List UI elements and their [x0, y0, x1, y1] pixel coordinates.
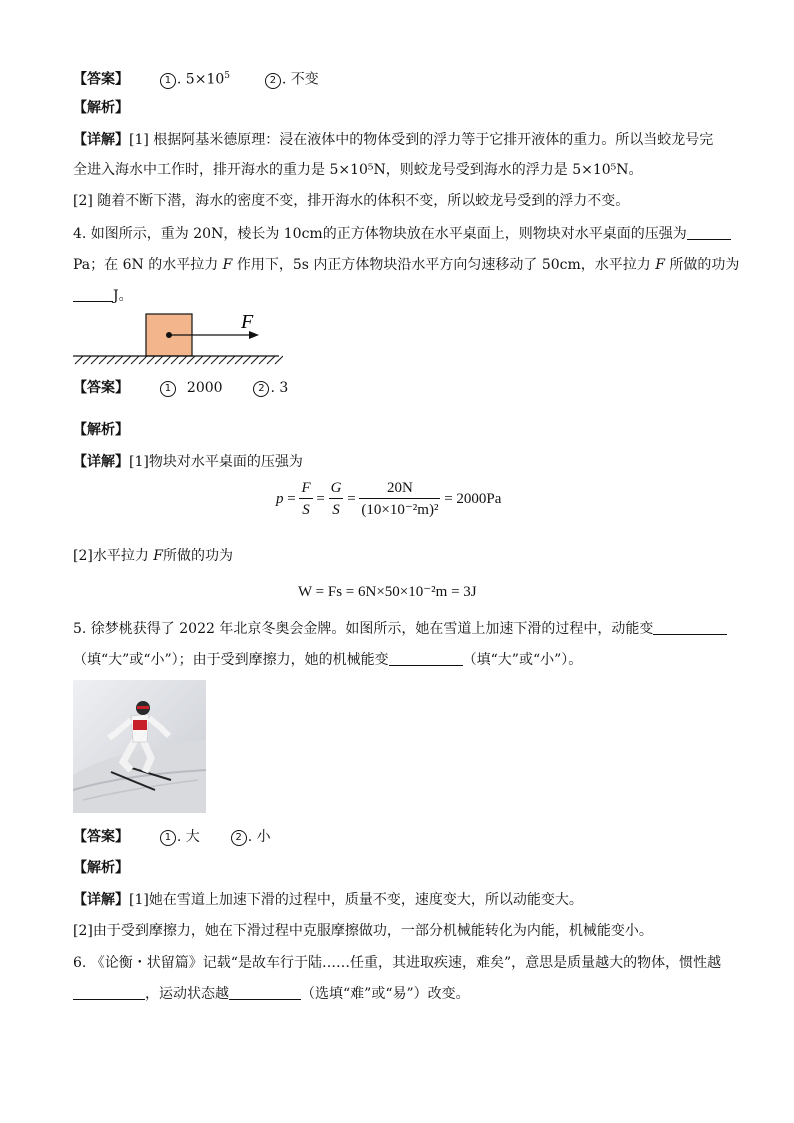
hatch-line: [179, 356, 187, 364]
hatch-line: [75, 356, 83, 364]
hatch-line: [187, 356, 195, 364]
force-label: F: [241, 311, 254, 333]
answer-2: . 3: [270, 380, 289, 396]
skier-photo: [73, 680, 206, 813]
hatch-line: [275, 356, 283, 364]
q4-detail-2: [2]水平拉力 F所做的功为: [73, 548, 233, 564]
answer-1: . 大: [176, 829, 200, 845]
hatch-line: [163, 356, 171, 364]
answer-1-exponent: 5: [224, 71, 230, 81]
q5-question-line2: （填“大”或“小”）；由于受到摩擦力，她的机械能变 （填“大”或“小”）。: [73, 652, 583, 668]
q6-question-line2: ，运动状态越 （选填“难”或“易”）改变。: [73, 984, 470, 1004]
q4-detail-1: 【详解】[1]物块对水平桌面的压强为: [73, 454, 303, 470]
q5-detail-1: 【详解】[1]她在雪道上加速下滑的过程中，质量不变，速度变大，所以动能变大。: [73, 892, 583, 908]
q3-detail-1b: 全进入海水中工作时，排开海水的重力是 5×10⁵N，则蛟龙号受到海水的浮力是 5×10⁵N。: [73, 162, 643, 178]
hatch-line: [171, 356, 179, 364]
q4-question-line3: J。: [73, 286, 133, 306]
q4-answer-line: 【答案】 1 2000 2 . 3: [73, 380, 289, 396]
hatch-line: [83, 356, 91, 364]
hatch-line: [91, 356, 99, 364]
circled-number: 2: [265, 73, 281, 89]
answer-1: . 5×10: [176, 71, 225, 88]
q4-question-line1: 4. 如图所示，重为 20N，棱长为 10cm的正方体物块放在水平桌面上，则物块对水平桌面的压强为: [73, 224, 731, 244]
hatch-line: [107, 356, 115, 364]
answer-2: . 小: [247, 829, 271, 845]
hatch-line: [219, 356, 227, 364]
hatch-line: [235, 356, 243, 364]
answer-2: . 不变: [281, 71, 319, 88]
answer-blank[interactable]: [73, 985, 145, 1000]
q4-question-line2: Pa；在 6N 的水平拉力 F 作用下，5s 内正方体物块沿水平方向匀速移动了 50cm，水平拉力 F 所做的功为: [73, 257, 740, 273]
table-hatching: [75, 356, 283, 364]
hatch-line: [251, 356, 259, 364]
hatch-line: [99, 356, 107, 364]
answer-blank[interactable]: [687, 225, 731, 240]
hatch-line: [267, 356, 275, 364]
hatch-line: [211, 356, 219, 364]
block-force-diagram: [73, 310, 283, 372]
q5-answer-line: 【答案】 1 . 大 2 . 小: [73, 829, 271, 845]
answer-blank[interactable]: [73, 287, 113, 302]
answer-tag: 【答案】: [73, 71, 129, 88]
answer-blank[interactable]: [389, 651, 463, 666]
analysis-heading: 【解析】: [73, 422, 129, 438]
q3-answer-line: [73, 66, 319, 90]
q5-question-line1: 5. 徐梦桃获得了 2022 年北京冬奥会金牌。如图所示，她在雪道上加速下滑的过程中，动能变: [73, 619, 727, 639]
hatch-line: [155, 356, 163, 364]
hatch-line: [259, 356, 267, 364]
hatch-line: [147, 356, 155, 364]
hatch-line: [131, 356, 139, 364]
hatch-line: [203, 356, 211, 364]
q5-detail-2: [2]由于受到摩擦力，她在下滑过程中克服摩擦做功，一部分机械能转化为内能，机械能变小。: [73, 923, 653, 939]
hatch-line: [123, 356, 131, 364]
hatch-line: [115, 356, 123, 364]
pressure-formula: p = $\frac{F}{S}$ = $\frac{G}{S}$ = $\frac{20N}{\text{(10×10⁻²m)²}}$ = 2000Pa: [276, 480, 502, 518]
analysis-heading: 【解析】: [73, 860, 129, 876]
analysis-heading: 【解析】: [73, 100, 129, 116]
q6-question-line1: 6. 《论衡・状留篇》记载“是故车行于陆……任重，其进取疾速，难矣”，意思是质量越大的物体，惯性越: [73, 955, 722, 971]
hatch-line: [139, 356, 147, 364]
hatch-line: [243, 356, 251, 364]
hatch-line: [227, 356, 235, 364]
answer-1: 2000: [186, 380, 223, 396]
q3-detail-2: [2] 随着不断下潜，海水的密度不变，排开海水的体积不变，所以蛟龙号受到的浮力不变。: [73, 193, 630, 209]
circled-number: 1: [160, 73, 176, 89]
answer-blank[interactable]: [229, 985, 301, 1000]
work-formula: W = Fs = 6N×50×10⁻²m = 3J: [298, 584, 477, 600]
answer-blank[interactable]: [653, 620, 727, 635]
hatch-line: [195, 356, 203, 364]
q3-detail-1a: 【详解】[1] 根据阿基米德原理：浸在液体中的物体受到的浮力等于它排开液体的重力。所以当蛟龙号完: [73, 132, 714, 148]
